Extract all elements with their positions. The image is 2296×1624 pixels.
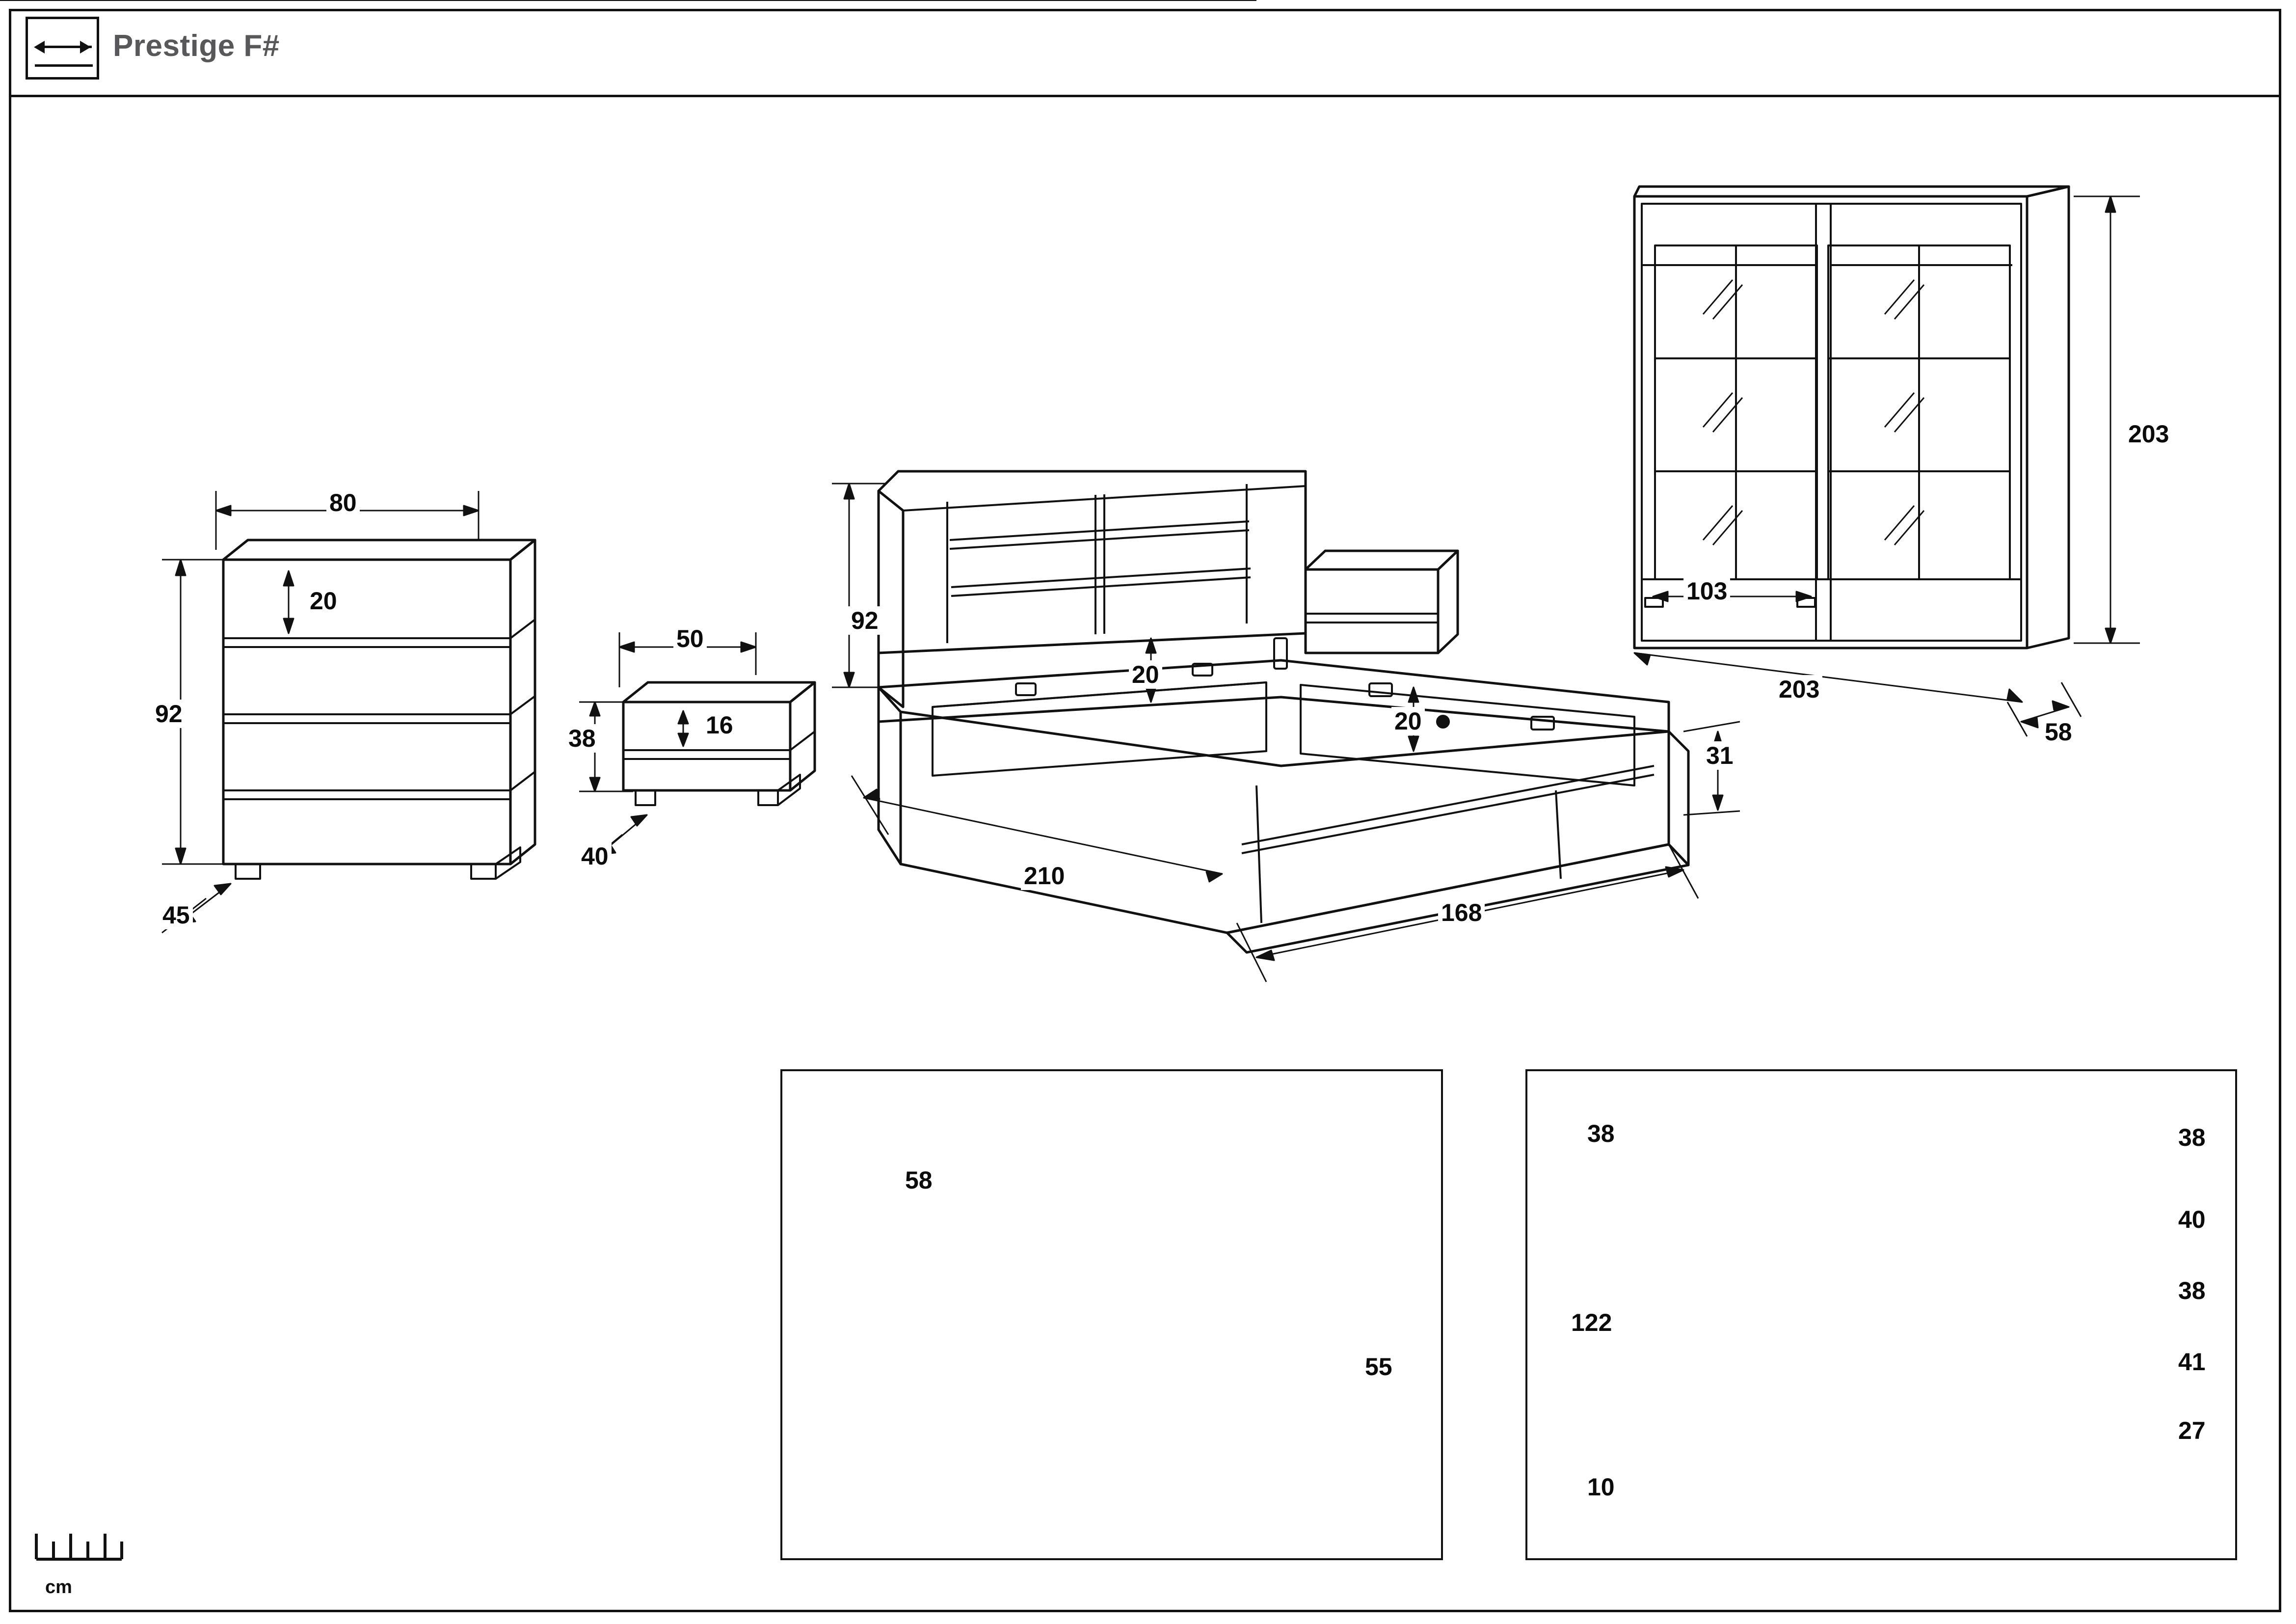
ruler-icon: [32, 1517, 126, 1581]
dim-bed-width: 168: [1438, 898, 1485, 927]
dim-interior-left-38: 38: [1584, 1119, 1618, 1148]
dim-topview-depth: 58: [902, 1166, 935, 1194]
dim-chest-height: 92: [152, 700, 186, 728]
dim-topview-inner: 55: [1362, 1353, 1395, 1381]
panel-wardrobe-interior: [1525, 1069, 2237, 1560]
dim-wardrobe-depth: 58: [2042, 718, 2075, 746]
dim-wardrobe-height: 203: [2125, 420, 2172, 448]
dim-wardrobe-width: 203: [1776, 675, 1822, 704]
unit-label: cm: [45, 1577, 72, 1597]
panel-wardrobe-top-view: [780, 1069, 1443, 1560]
dim-bed-frame: 31: [1703, 741, 1736, 770]
dim-interior-right-40: 40: [2175, 1205, 2209, 1234]
dim-nightstand-height: 38: [565, 724, 599, 753]
wardrobe-door-dimension: [1653, 592, 1811, 601]
chest-drawer-dimension: [284, 571, 294, 633]
dim-nightstand-depth: 40: [578, 842, 612, 870]
nightstand-drawing: [623, 682, 815, 805]
dim-interior-right-41: 41: [2175, 1348, 2209, 1376]
dim-interior-right-38a: 38: [2175, 1123, 2209, 1152]
dim-chest-width: 80: [326, 488, 360, 517]
dim-wardrobe-door: 103: [1683, 577, 1730, 605]
dim-bed-inner-a: 20: [1129, 660, 1162, 689]
dim-chest-depth: 45: [160, 901, 193, 929]
dim-bed-inner-b: 20: [1391, 707, 1425, 735]
dim-interior-right-38b: 38: [2175, 1276, 2209, 1305]
nightstand-drawer-dimension: [678, 711, 688, 746]
wardrobe-width-dimension: [1634, 653, 2022, 702]
dim-chest-drawer: 20: [307, 587, 340, 615]
chest-of-drawers-drawing: [223, 540, 535, 879]
dim-interior-left-122: 122: [1568, 1308, 1615, 1337]
dim-nightstand-width: 50: [673, 624, 707, 653]
dim-interior-left-10: 10: [1584, 1473, 1618, 1501]
page-title: Prestige F#: [113, 29, 280, 63]
dim-nightstand-drawer: 16: [703, 711, 736, 739]
bed-drawing: [0, 0, 1688, 952]
dim-interior-right-27: 27: [2175, 1416, 2209, 1445]
dim-bed-headboard: 92: [848, 606, 881, 635]
dim-bed-length: 210: [1021, 862, 1068, 890]
